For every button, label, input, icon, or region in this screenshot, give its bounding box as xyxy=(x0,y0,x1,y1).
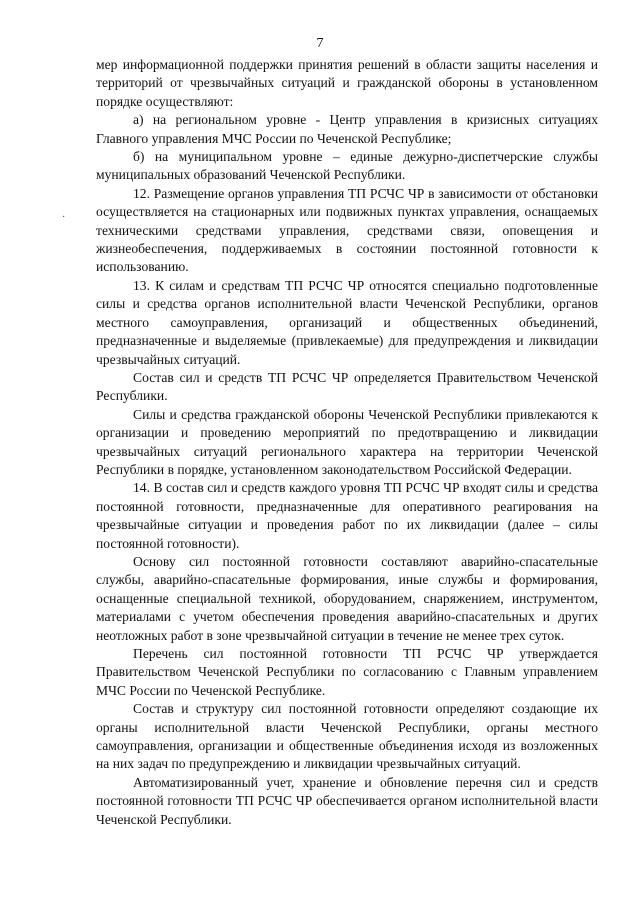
paragraph-readiness-basis: Основу сил постоянной готовности составляют аварийно-спасательные службы, аварийно-спасательные формирования, иные службы и формирования, оснащенные специальной техникой, оборудованием, снаряжением, инструментом, материалами с учетом обеспечения проведения аварийно-спасательных и других неотложных работ в зоне чрезвычайной ситуации в течение не менее трех суток. xyxy=(96,553,598,643)
paragraph-item-a: а) на региональном уровне - Центр управления в кризисных ситуациях Главного управления МЧС России по Чеченской Республике; xyxy=(96,112,598,146)
paragraph-civil-defense: Силы и средства гражданской обороны Чеченской Республики привлекаются к организации и проведению мероприятий по предотвращению и ликвидации чрезвычайных ситуаций регионального характера на территории Чеченской Республики в порядке, установленном законодательством Российской Федерации. xyxy=(96,406,598,477)
page-number: 7 xyxy=(316,36,324,51)
document-body xyxy=(96,56,598,829)
scan-speck: · xyxy=(62,212,66,223)
paragraph-forces-list: Перечень сил постоянной готовности ТП РСЧС ЧР утверждается Правительством Чеченской Республики по согласованию с Главным управлением МЧС России по Чеченской Республике. xyxy=(96,646,598,698)
paragraph-12: 12. Размещение органов управления ТП РСЧС ЧР в зависимости от обстановки осуществляется на стационарных или подвижных пунктах управления, оснащаемых техническими средствами управления, средствами связи, оповещения и жизнеобеспечения, поддерживаемых в состоянии постоянной готовности к использованию. xyxy=(96,185,598,275)
paragraph-automated-accounting: Автоматизированный учет, хранение и обновление перечня сил и средств постоянной готовности ТП РСЧС ЧР обеспечивается органом исполнительной власти Чеченской Республики. xyxy=(96,774,598,827)
paragraph-14: 14. В состав сил и средств каждого уровня ТП РСЧС ЧР входят силы и средства постоянной готовности, предназначенные для оперативного реагирования на чрезвычайные ситуации и проведения работ по их ликвидации (далее – силы постоянной готовности). xyxy=(96,480,598,551)
paragraph-composition: Состав сил и средств ТП РСЧС ЧР определяется Правительством Чеченской Республики. xyxy=(96,369,598,404)
paragraph-13: 13. К силам и средствам ТП РСЧС ЧР относятся специально подготовленные силы и средства органов исполнительной власти Чеченской Республики, органов местного самоуправления, организаций и общественных объединений, предназначенные и выделяемые (привлекаемые) для предупреждения и ликвидации чрезвычайных ситуаций. xyxy=(96,277,598,367)
paragraph-intro-continuation: мер информационной поддержки принятия решений в области защиты населения и территорий от чрезвычайных ситуаций и гражданской обороны в установленном порядке осуществляют: xyxy=(96,57,598,109)
paragraph-item-b: б) на муниципальном уровне – единые дежурно-диспетчерские службы муниципальных образований Чеченской Республики. xyxy=(96,149,598,183)
paragraph-structure: Состав и структуру сил постоянной готовности определяют создающие их органы исполнительной власти Чеченской Республики, органы местного самоуправления, организации и общественные объединения исходя из возложенных на них задач по предупреждению и ликвидации чрезвычайных ситуаций. xyxy=(96,701,598,772)
